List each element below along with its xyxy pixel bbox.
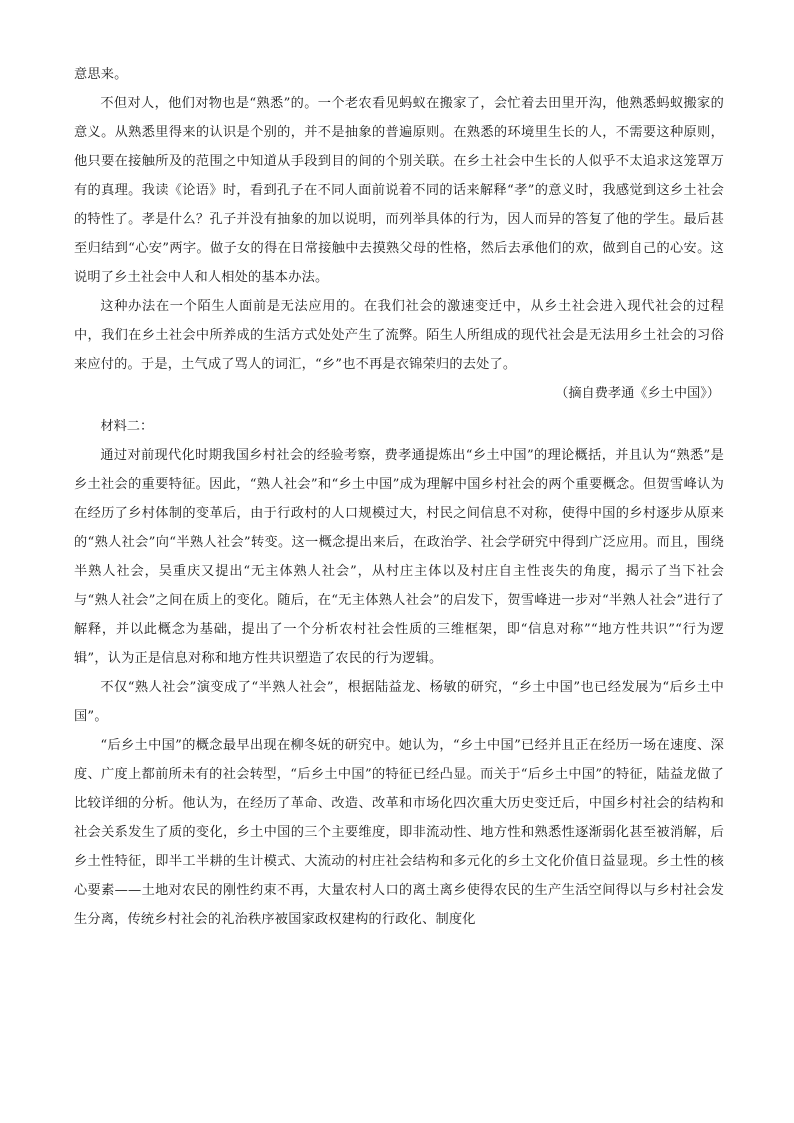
paragraph-post-rural-features: “后乡土中国”的概念最早出现在柳冬妩的研究中。她认为，“乡土中国”已经并且正在经历一场在速度、深度、广度上都前所未有的社会转型，“后乡土中国”的特征已经凸显。而关于“后乡土中国”的特征，陆益龙做了比较详细的分析。他认为，在经历了革命、改造、改革和市场化四次重大历史变迁后，中国乡村社会的结构和社会关系发生了质的变化，乡土中国的三个主要维度，即非流动性、地方性和熟悉性逐渐弱化甚至被消解，后乡土性特征，即半工半耕的生计模式、大流动的村庄社会结构和多元化的乡土文化价值日益显现。乡土性的核心要素——土地对农民的刚性约束不再，大量农村人口的离土离乡使得农民的生产生活空间得以与乡村社会发生分离，传统乡村社会的礼治秩序被国家政权建构的行政化、制度化	[74, 738, 724, 927]
paragraph-lead: 意思来。	[74, 67, 128, 82]
document-page	[74, 60, 724, 934]
material-two-heading: 材料二：	[100, 419, 154, 434]
citation-source: （摘自费孝通《乡土中国》）	[555, 386, 720, 401]
paragraph-half-acquaintance-society: 通过对前现代化时期我国乡村社会的经验考察，费孝通提炼出“乡土中国”的理论概括，并且认为“熟悉”是乡土社会的重要特征。因此，“熟人社会”和“乡土中国”成为理解中国乡村社会的两个重要概念。但贺雪峰认为在经历了乡村体制的变革后，由于行政村的人口规模过大，村民之间信息不对称，使得中国的乡村逐步从原来的“熟人社会”向“半熟人社会”转变。这一概念提出来后，在政治学、社会学研究中得到广泛应用。而且，围绕半熟人社会，吴重庆又提出“无主体熟人社会”，从村庄主体以及村庄自主性丧失的角度，揭示了当下社会与“熟人社会”之间在质上的变化。随后，在“无主体熟人社会”的启发下，贺雪峰进一步对“半熟人社会”进行了解释，并以此概念为基础，提出了一个分析农村社会性质的三维框架，即“信息对称”“地方性共识”“行为逻辑”，认为正是信息对称和地方性共识塑造了农民的行为逻辑。	[74, 448, 724, 666]
paragraph-post-rural-china: 不仅“熟人社会”演变成了“半熟人社会”，根据陆益龙、杨敏的研究，“乡土中国”也已经发展为“后乡土中国”。	[74, 680, 724, 724]
paragraph-familiarity-with-things: 不但对人，他们对物也是“熟悉”的。一个老农看见蚂蚁在搬家了，会忙着去田里开沟，他熟悉蚂蚁搬家的意义。从熟悉里得来的认识是个别的，并不是抽象的普遍原则。在熟悉的环境里生长的人，不需要这种原则，他只要在接触所及的范围之中知道从手段到目的间的个别关联。在乡土社会中生长的人似乎不太追求这笼罩万有的真理。我读《论语》时，看到孔子在不同人面前说着不同的话来解释“孝”的意义时，我感觉到这乡土社会的特性了。孝是什么？孔子并没有抽象的加以说明，而列举具体的行为，因人而异的答复了他的学生。最后甚至归结到“心安”两字。做子女的得在日常接触中去摸熟父母的性格，然后去承他们的欢，做到自己的心安。这说明了乡土社会中人和人相处的基本办法。	[74, 96, 724, 285]
paragraph-stranger-society: 这种办法在一个陌生人面前是无法应用的。在我们社会的激速变迁中，从乡土社会进入现代社会的过程中，我们在乡土社会中所养成的生活方式处处产生了流弊。陌生人所组成的现代社会是无法用乡土社会的习俗来应付的。于是，土气成了骂人的词汇，“乡”也不再是衣锦荣归的去处了。	[74, 299, 724, 372]
